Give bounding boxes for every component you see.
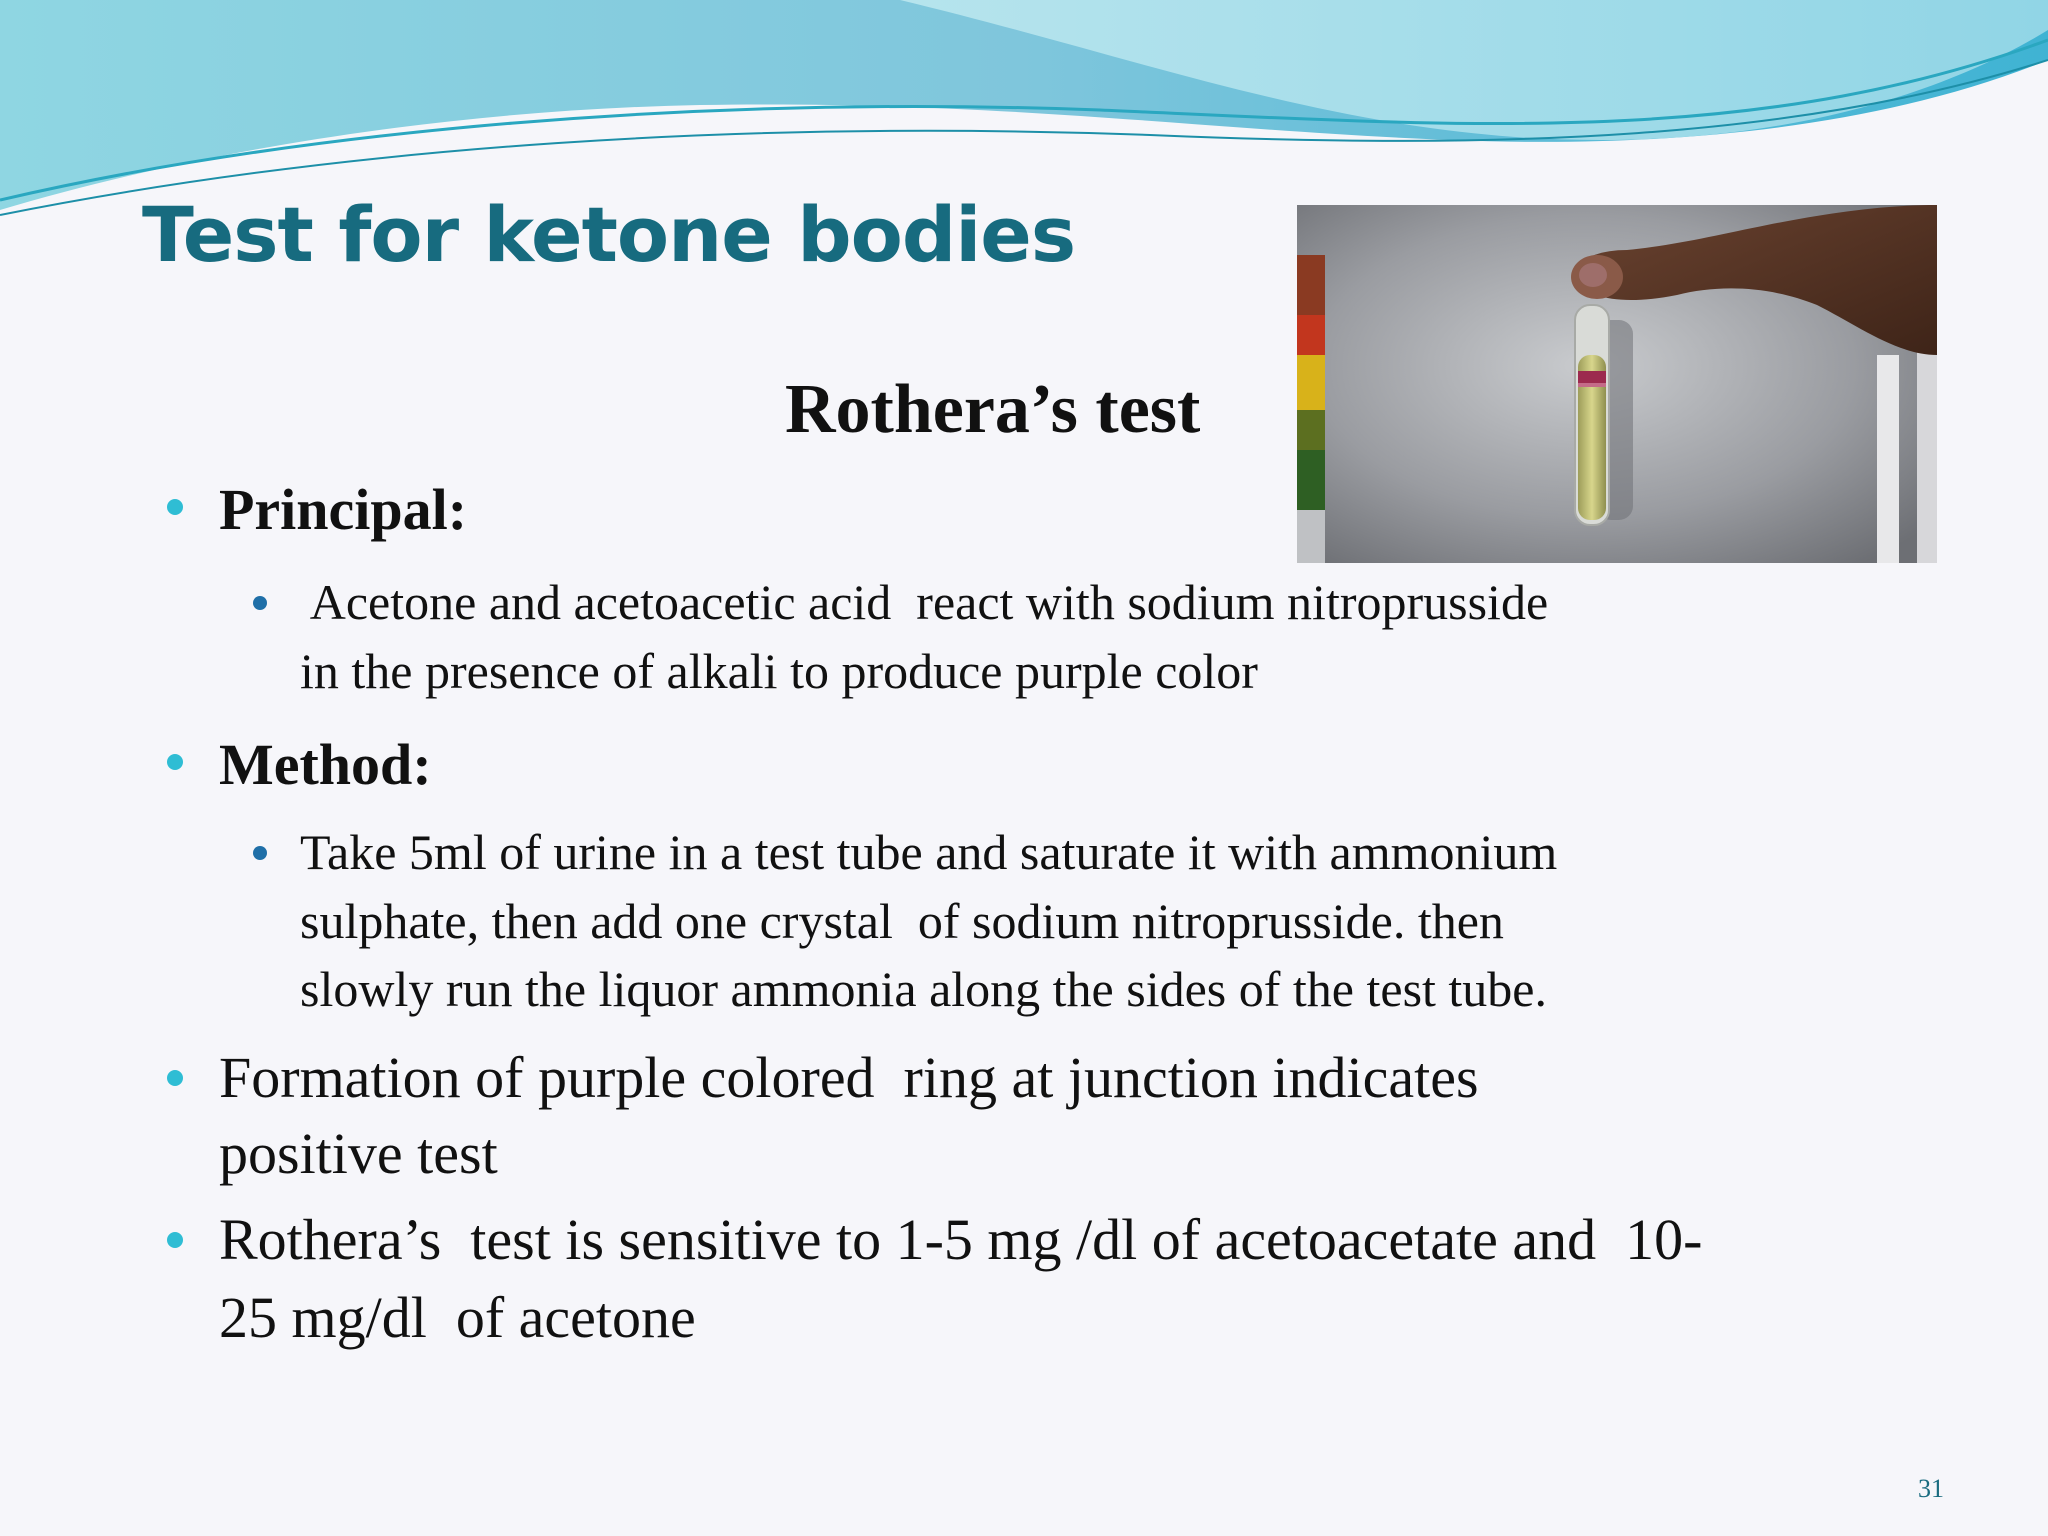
principal-line-2: in the presence of alkali to produce purple color <box>300 643 1258 699</box>
bullet-dot <box>167 754 183 770</box>
result-line-2: positive test <box>219 1121 498 1186</box>
principal-heading: Principal: <box>219 477 468 542</box>
sensitivity-line-2: 25 mg/dl of acetone <box>219 1285 696 1350</box>
slide-subtitle: Rothera’s test <box>785 371 1201 448</box>
method-line-1: Take 5ml of urine in a test tube and saturate it with ammonium <box>300 824 1558 880</box>
bullet-dot <box>167 1070 183 1086</box>
method-heading: Method: <box>219 732 432 797</box>
sub-bullet-dot <box>253 846 267 860</box>
method-line-3: slowly run the liquor ammonia along the sides of the test tube. <box>300 961 1547 1017</box>
test-tube-photo <box>1297 205 1937 563</box>
bullet-dot <box>167 499 183 515</box>
result-line-1: Formation of purple colored ring at junction indicates <box>219 1045 1479 1110</box>
slide-title: Test for ketone bodies <box>142 190 1076 279</box>
method-line-2: sulphate, then add one crystal of sodium nitroprusside. then <box>300 893 1504 949</box>
page-number: 31 <box>1918 1474 1944 1503</box>
bullet-dot <box>167 1232 183 1248</box>
sensitivity-line-1: Rothera’s test is sensitive to 1-5 mg /dl of acetoacetate and 10- <box>219 1207 1703 1272</box>
principal-line-1: Acetone and acetoacetic acid react with sodium nitroprusside <box>300 574 1549 630</box>
sub-bullet-dot <box>253 596 267 610</box>
